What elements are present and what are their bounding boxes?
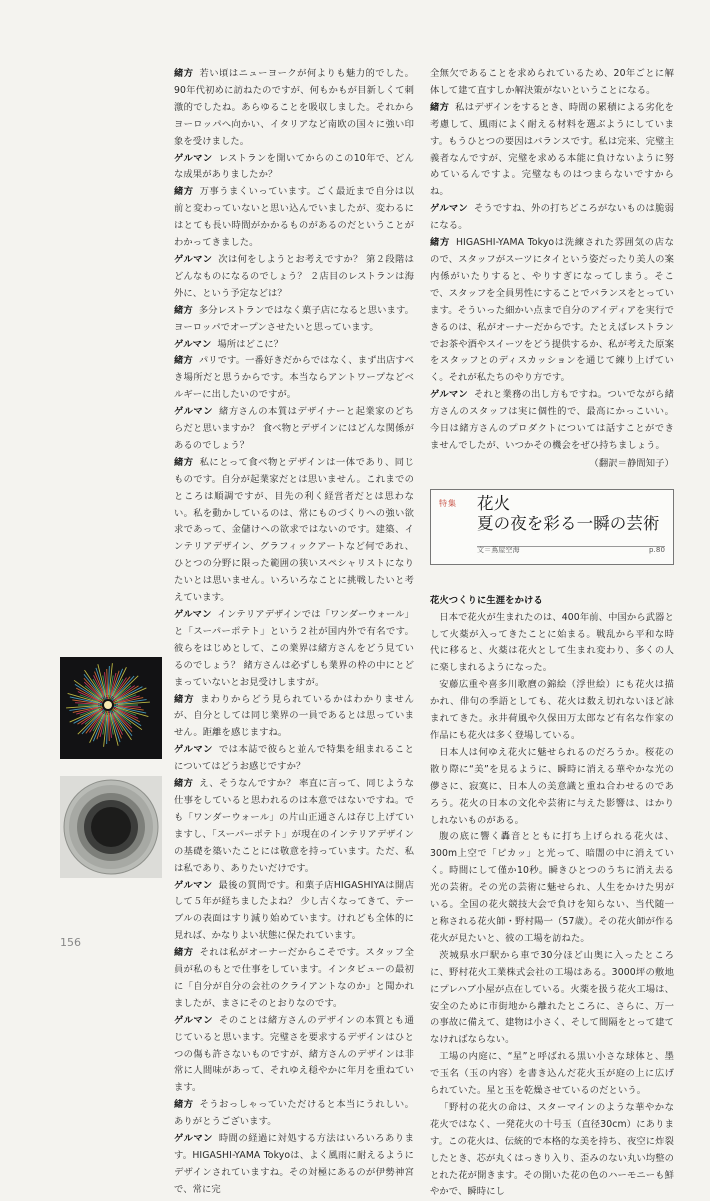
interview-paragraph [174, 303, 414, 337]
paragraph-text: HIGASHI-YAMA Tokyoは洗練された雰囲気の店なので、スタッフがスーツにタイという姿だったり美人の案内係がいたりすると、やりすぎになってしまう。そこで、スタッフを全員男性にすることでバランスをとっています。そういった細かい点まで自分のアイディアを実行できるのは、私がオーナーだからです。たとえばレストランでお茶や酒やスイーツをどう提供するか、私が考えた原案をスタッフとのディスカッションを通じて練り上げていく。それが私たちのやり方です。 [430, 237, 674, 384]
speaker-name: ゲルマン [174, 744, 213, 756]
paragraph-text: 時間の経過に対処する方法はいろいろあります。HIGASHI-YAMA Tokyoは、よく風雨に耐えるようにデザインされていますね。その対極にあるのが伊勢神宮で、常に完 [174, 1133, 414, 1195]
speaker-name: 緒方 [174, 68, 194, 79]
interview-paragraph [174, 945, 414, 1013]
speaker-name: ゲルマン [174, 1133, 213, 1145]
left-text-column [174, 66, 414, 1199]
speaker-name: 緒方 [430, 101, 450, 113]
section-heading: 花火つくりに生涯をかける [430, 594, 543, 606]
feature-box [430, 489, 674, 565]
firework-shell-graphic [60, 776, 162, 878]
speaker-name: 緒方 [174, 778, 194, 790]
paragraph-text: インテリアデザインでは「ワンダーウォール」と「スーパーポテト」という２社が国内外で有名です。彼らをはじめとして、この業界は緒方さんをどう見ているのでしょう？ 緒方さんは必ずしも業界の枠の中にとどまっていないとお見受けしますが。 [174, 609, 414, 688]
burst-core [104, 701, 112, 709]
feature-author: 文＝蔦屋空海 [477, 545, 520, 554]
interview-paragraph [174, 353, 414, 404]
interview-paragraph [174, 66, 414, 151]
paragraph-text: まわりからどう見られているかはわかりませんが、自分としては同じ業界の一員であるとは思っていません。距離を感じますね。 [174, 693, 414, 739]
interview-paragraph [430, 66, 674, 100]
paragraph-text: 私はデザインをするとき、時間の累積による劣化を考慮して、風雨によく耐える材料を選ぶようにしています。もうひとつの要因はバランスです。私は完来、完璧主義者なんですが、完璧を求める本能に負けないように努めているんですよ。完璧なものはつまらないですからね。 [430, 101, 674, 198]
speaker-name: ゲルマン [174, 609, 212, 620]
paragraph-text: パリです。一番好きだからではなく、まず出店すべき場所だと思うからです。本当ならアントワープなどベルギーに出したいのですが。 [174, 355, 415, 401]
interview-paragraph [174, 404, 414, 455]
speaker-name: 緒方 [174, 693, 195, 705]
paragraph-text: それと業務の出し方もですね。ついでながら緒方さんのスタッフは実に個性的で、最高にかっこいい。今日は緒方さんのプロダクトについては話すことができませんでしたが、いつかその機会をぜひ持ちましょう。 [430, 389, 674, 451]
feature-tag: 特集 [439, 498, 457, 508]
article-paragraph: 工場の内庭に、“星”と呼ばれる黒い小さな球体と、墨で玉名（玉の内容）を書き込んだ花火玉が庭の上に広げられていた。星と玉を乾燥させているのだという。 [430, 1051, 674, 1097]
speaker-name: 緒方 [174, 355, 193, 367]
interview-paragraph [174, 692, 414, 743]
speaker-name: ゲルマン [430, 203, 468, 215]
interview-paragraph [174, 151, 414, 185]
interview-paragraph [174, 742, 414, 776]
article-paragraph: 日本で花火が生まれたのは、400年前、中国から武器として火薬が入ってきたことに始まる。戦乱から平和な時代に移ると、火薬は花火として生まれ変わり、多くの人に楽しまれるようになった。 [430, 611, 674, 674]
speaker-name: 緒方 [174, 947, 194, 959]
speaker-name: ゲルマン [174, 879, 213, 891]
feature-page-ref: p.80 [649, 545, 665, 554]
paragraph-text: そうですね、外の打ちどころがないものは脆弱になる。 [430, 203, 674, 232]
speaker-name: ゲルマン [174, 406, 214, 418]
interview-paragraph [430, 235, 674, 387]
paragraph-text: 若い頃はニューヨークが何よりも魅力的でした。90年代初めに訪ねたのですが、何もかもが目新しくて刺激的でしたね。あらゆることを吸収しました。それからヨーロッパへ向かい、イタリアなど南欧の国々に強い印象を受けました。 [174, 68, 414, 147]
paragraph-text: 多分レストランではなく菓子店になると思います。ヨーロッパでオープンさせたいと思っています。 [174, 304, 415, 333]
firework-burst-graphic [60, 657, 162, 759]
speaker-name: 緒方 [174, 186, 194, 198]
interview-paragraph [174, 1097, 414, 1131]
article-paragraph: 腹の底に響く轟音とともに打ち上げられる花火は、300m上空で「ピカッ」と光って、暗闇の中に消えていく。時間にして僅か10秒。瞬きひとつのうちに消え去る光の芸術。その光の芸術に魅せられ、人生をかけた男がいる。全国の花火競技大会で負けを知らない、当代随一と称される花火師・野村陽一（57歳）。その花火師が作る花火が見たいと、彼の工場を訪ねた。 [430, 831, 674, 944]
interview-paragraph [174, 1131, 414, 1199]
speaker-name: ゲルマン [174, 1014, 214, 1026]
paragraph-text: え、そうなんですか？ 率直に言って、同じような仕事をしていると思われるのは本意ではないですね。でも「ワンダーウォール」の片山正通さんは存じ上げていますし、「スーパーポテト」が現在のインテリアデザインの基礎を築いたことには敬意を持っています。ただ、私は私であり、ありたいだけです。 [174, 778, 414, 874]
paragraph-text: レストランを開いてからのこの10年で、どんな成果がありましたか？ [174, 152, 414, 181]
firework-shell-photo [60, 776, 162, 878]
paragraph-text: 万事うまくいっています。ごく最近まで自分は以前と変わっていないと思い込んでいましたが、変わるにはとても長い時間がかかるものがあるのだということがわかってきました。 [174, 186, 414, 249]
article-paragraph: 「野村の花火の命は、スターマインのような華やかな花火ではなく、一発花火の十号玉（直径30cm）にあります。この花火は、伝統的で本格的な美を持ち、夜空に炸裂したとき、芯が丸くはっきり入り、歪みのない丸い均整のとれた花が開きます。その開いた花の色のハーモニーも鮮やかで、瞬時にし [430, 1101, 674, 1198]
right-text-column [430, 66, 674, 1201]
interview-paragraph [174, 252, 414, 303]
paragraph-text: 私にとって食べ物とデザインは一体であり、同じものです。自分が起業家だとは思いません。これまでのところは順調ですが、目先の利く経営者だとは思わない。私を動かしているのは、常にものづくりへの強い欲求であって、金儲けへの欲求ではないのです。建築、インテリアデザイン、グラフィックアートなど何であれ、ひとつの分野に限った範囲の狭いスペシャリストになりたいとは思いません。いろいろなことに挑戦したいと考えています。 [174, 456, 414, 604]
paragraph-text: それは私がオーナーだからこそです。スタッフ全員が私のもとで仕事をしています。インタビューの最初に「自分が自分の会社のクライアントなのか」と聞かれましたが、まさにそのとおりなのです。 [174, 947, 414, 1009]
interview-paragraph [174, 776, 414, 877]
fireworks-photo [60, 657, 162, 759]
article-paragraph: 日本人は何ゆえ花火に魅せられるのだろうか。桜花の散り際に“美”を見るように、瞬時に消える華やかな光の儚さに、寂寞に、日本人の美意識と重ね合わせるのであろう。花火の日本の文化や芸術に与えた影響は、はかりしれないものがある。 [430, 746, 674, 826]
paragraph-text: 場所はどこに？ [217, 338, 284, 350]
interview-paragraph [430, 201, 674, 235]
article-paragraph: 安藤広重や喜多川歌麿の錦絵（浮世絵）にも花火は描かれ、俳句の季語としても、花火は数え切れないほど詠まれてきた。永井荷風や久保田万太郎など有名な作家の作品にも花火は多く登場している。 [430, 679, 674, 741]
speaker-name: 緒方 [174, 304, 193, 316]
interview-paragraph [174, 607, 414, 692]
translator-credit: （翻訳＝静間知子） [589, 457, 674, 469]
article-paragraph: 茨城県水戸駅から車で30分ほど山奥に入ったところに、野村花火工業株式会社の工場はある。3000坪の敷地にプレハブ小屋が点在している。火薬を扱う花火工場は、安全のために市街地から離れたところに、さらに、万一の事故に備えて、建物は小さく、そして間隔をとって建てなければならない。 [430, 949, 674, 1046]
interview-paragraph [174, 337, 414, 354]
feature-title-line1: 花火 [477, 493, 511, 513]
speaker-name: ゲルマン [430, 389, 468, 401]
page-number: 156 [60, 936, 81, 949]
feature-title-line2: 夏の夜を彩る一瞬の芸術 [477, 513, 660, 533]
interview-paragraph [174, 1013, 414, 1098]
paragraph-text: 次は何をしようとお考えですか？ 第２段階はどんなものになるのでしょう？ ２店目のレストランは海外に、という予定などは？ [174, 253, 414, 299]
speaker-name: 緒方 [174, 1099, 194, 1111]
speaker-name: 緒方 [430, 237, 450, 249]
paragraph-text: そのことは緒方さんのデザインの本質とも通じていると思います。完璧さを要求するデザインはひとつの傷も許さないものですが、緒方さんのデザインは非常に人間味があって、それゆえ穏やかに年月を重ねています。 [174, 1014, 414, 1094]
interview-paragraph [430, 387, 674, 455]
speaker-name: ゲルマン [174, 338, 212, 350]
paragraph-text: 緒方さんの本質はデザイナーと起業家のどちらだと思いますか？ 食べ物とデザインにはどんな関係があるのでしょう？ [174, 406, 414, 451]
feature-title [477, 494, 660, 534]
speaker-name: 緒方 [174, 456, 194, 468]
speaker-name: ゲルマン [174, 152, 213, 164]
paragraph-text: では本誌で彼らと並んで特集を組まれることについてはどうお感じですか？ [174, 744, 414, 773]
paragraph-text: そうおっしゃっていただけると本当にうれしい。ありがとうございます。 [174, 1099, 414, 1128]
interview-paragraph [174, 184, 414, 252]
paragraph-text: 最後の質問です。和菓子店HIGASHIYAは開店して５年が経ちましたよね？ 少し古くなってきて、テーブルの表面はすり減り始めています。けれども全体的に見れば、かなりよい状態に保たれています。 [174, 879, 415, 942]
speaker-name: ゲルマン [174, 253, 213, 265]
interview-paragraph [174, 878, 414, 946]
interview-paragraph [174, 455, 414, 607]
interview-paragraph [430, 100, 674, 201]
paragraph-text: 全無欠であることを求められているため、20年ごとに解体して建て直すしか解決策がないということになる。 [430, 68, 674, 96]
